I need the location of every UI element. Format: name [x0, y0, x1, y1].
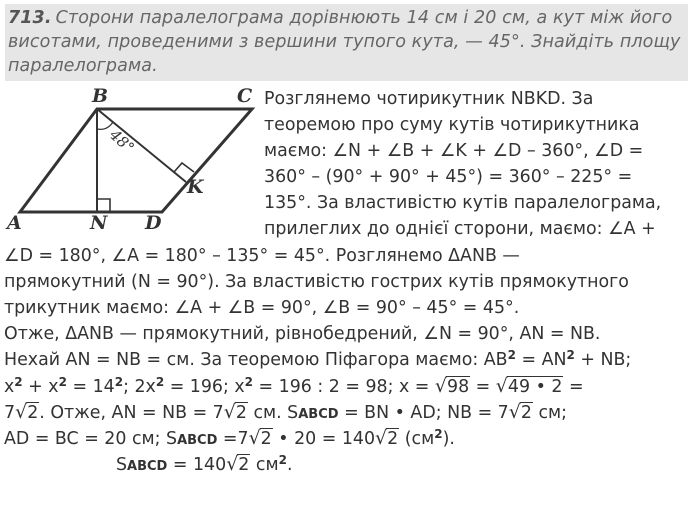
text: = 196; x: [164, 377, 245, 398]
text: x: [4, 377, 15, 398]
vertex-b: B: [92, 85, 109, 107]
exponent: 2: [507, 347, 516, 362]
vertex-a: A: [7, 212, 22, 234]
text: Нехай AN = NB = см. За теоремою Піфагора маємо: AB: [4, 349, 508, 370]
vertex-c: C: [237, 85, 253, 107]
solution-line: маємо: ∠N + ∠B + ∠K + ∠D – 360°, ∠D =: [264, 141, 644, 162]
solution-line: Розглянемо чотирикутник NBKD. За: [264, 89, 594, 109]
subscript: ABCD: [127, 459, 168, 475]
sqrt: √2: [15, 401, 39, 424]
solution-line: [4, 399, 690, 425]
radicand: 2: [387, 429, 399, 450]
text: + NB;: [574, 349, 632, 370]
exponent: 2: [278, 453, 287, 468]
radicand: 49 • 2: [507, 377, 563, 398]
text: =7: [217, 429, 249, 450]
solution-line: [4, 347, 690, 373]
text: 7: [4, 403, 16, 424]
text: .: [286, 455, 293, 476]
sqrt: √2: [226, 453, 250, 476]
radicand: 2: [238, 455, 250, 476]
radicand: 2: [27, 403, 39, 424]
text: = AN: [515, 349, 567, 370]
text: см: [250, 455, 279, 476]
text: = 14: [66, 377, 115, 398]
solution-line: ∠D = 180°, ∠A = 180° – 135° = 45°. Розглянемо ΔANB —: [4, 245, 520, 266]
solution-line: теоремою про суму кутів чотирикутника: [264, 115, 640, 136]
text: + x: [22, 377, 59, 398]
sqrt: √2: [223, 401, 247, 424]
exponent: 2: [155, 375, 165, 390]
exponent: 2: [114, 375, 124, 390]
vertex-d: D: [145, 212, 162, 234]
solution-line: 360° – (90° + 90° + 45°) = 360° – 225° =: [264, 167, 633, 188]
vertex-k: K: [187, 176, 204, 198]
task-text: Сторони паралелограма дорівнюють 14 см і 20 см, а кут між його висотами, проведеними з вершини тупого кута, — 45°. Знайдіть площу паралелограма.: [8, 8, 681, 76]
text: см. S: [247, 403, 299, 424]
solution-line: трикутник маємо: ∠A + ∠B = 90°, ∠B = 90° – 45° = 45°.: [4, 297, 520, 318]
radicand: 2: [235, 403, 247, 424]
exponent: 2: [434, 427, 443, 442]
radicand: 98: [447, 377, 470, 398]
exponent: 2: [244, 375, 254, 390]
text: ; 2x: [123, 377, 156, 398]
text: =: [563, 377, 584, 398]
exponent: 2: [58, 375, 67, 390]
text: см;: [532, 403, 567, 424]
sqrt: √2: [375, 427, 399, 450]
text: =: [470, 377, 496, 398]
text: = BN • AD; NB = 7: [338, 403, 509, 424]
solution-line: [4, 425, 690, 451]
solution-line: Отже, ΔANB — прямокутний, рівнобедрений, ∠N = 90°, AN = NB.: [4, 323, 601, 344]
exponent: 2: [566, 347, 575, 362]
radicand: 2: [260, 429, 272, 450]
solution: [4, 86, 690, 477]
vertex-n: N: [90, 212, 108, 234]
solution-line: [4, 373, 690, 399]
sqrt: √98: [434, 375, 470, 398]
radicand: 2: [520, 403, 532, 424]
text: AD = BC = 20 см; S: [4, 429, 178, 450]
solution-line: 135°. За властивістю кутів паралелограма,: [264, 193, 662, 214]
sqrt: √2: [508, 401, 532, 424]
solution-line: прямокутний (N = 90°). За властивістю гострих кутів прямокутного: [4, 271, 629, 292]
solution-answer: [4, 451, 690, 477]
text: • 20 = 140: [272, 429, 376, 450]
text: (см: [399, 429, 435, 450]
text: = 140: [167, 455, 227, 476]
subscript: ABCD: [177, 433, 218, 449]
task-number: 713.: [8, 8, 52, 28]
angle-label: 48°: [106, 125, 138, 157]
subscript: ABCD: [298, 407, 339, 423]
text: S: [116, 455, 128, 476]
task-statement: [5, 4, 688, 81]
sqrt: √2: [248, 427, 272, 450]
text: . Отже, AN = NB = 7: [39, 403, 224, 424]
text: = 196 : 2 = 98; x =: [253, 377, 435, 398]
text: ).: [442, 429, 455, 450]
exponent: 2: [14, 375, 23, 390]
sqrt: √49 • 2: [495, 375, 563, 398]
solution-line: прилеглих до однієї сторони, маємо: ∠A +: [264, 219, 656, 240]
